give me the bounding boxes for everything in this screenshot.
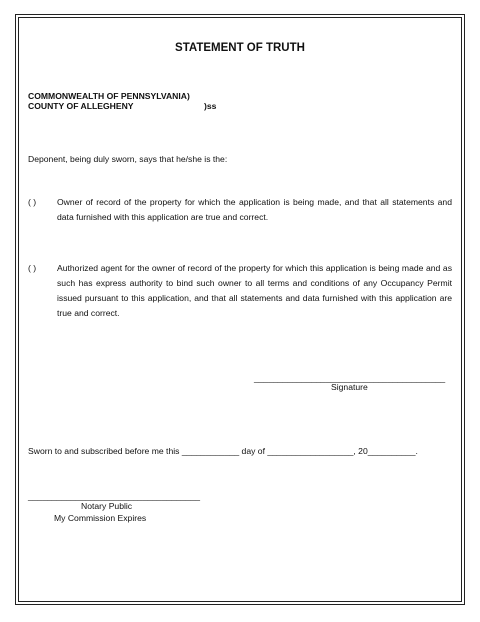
agent-option-text: Authorized agent for the owner of record of the property for which this application is being made and as such has express authority to bind such owner to all terms and conditions of any Occupancy Permit issued pursuant to this application, and that all statements and data furnished with this application are true and correct. xyxy=(57,263,452,318)
intro-text: Deponent, being duly sworn, says that he/she is the: xyxy=(28,154,228,164)
caption-ss: )ss xyxy=(204,101,217,111)
agent-checkbox[interactable]: ( ) xyxy=(28,263,37,273)
caption-commonwealth: COMMONWEALTH OF PENNSYLVANIA) xyxy=(28,91,190,101)
notary-public-label: Notary Public xyxy=(81,501,133,511)
sworn-statement: Sworn to and subscribed before me this ____________ day of __________________, 20__________. xyxy=(28,446,418,456)
signature-label: Signature xyxy=(331,382,368,392)
owner-option-text: Owner of record of the property for which the application is being made, and that all statements and data furnished with this application are true and correct. xyxy=(57,197,452,222)
notary-line: ____________________________________ xyxy=(28,491,201,501)
caption-county: COUNTY OF ALLEGHENY xyxy=(28,101,134,111)
signature-line: ________________________________________ xyxy=(254,373,446,383)
owner-checkbox[interactable]: ( ) xyxy=(28,197,37,207)
document-title: STATEMENT OF TRUTH xyxy=(175,42,305,54)
commission-expires-label: My Commission Expires xyxy=(54,513,147,523)
